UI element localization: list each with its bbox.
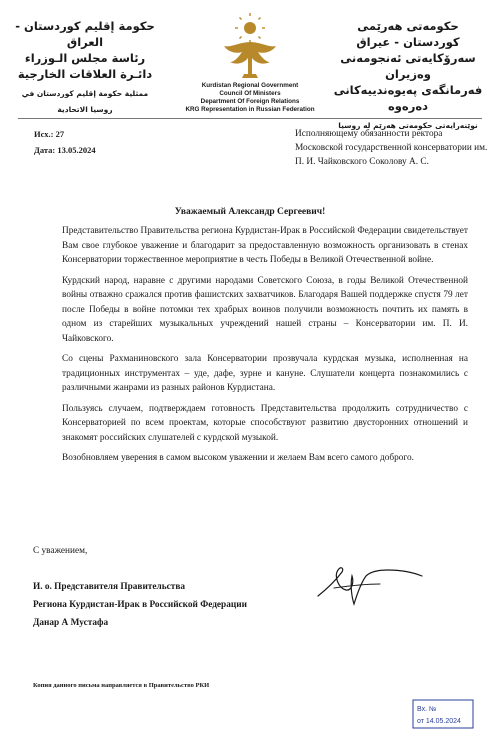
- registration-stamp: [412, 699, 474, 729]
- english-line-1: Kurdistan Regional Government: [201, 82, 299, 89]
- arabic-line-4: ممثلية حكومة إقليم كوردستان في روسيا الاتحادية: [21, 89, 149, 114]
- stamp-line-1: Вх. №: [417, 706, 437, 713]
- kurdish-line-3: فەرمانگەی پەیوەندییەکانی دەرەوە: [333, 83, 483, 113]
- copy-note: Копия данного письма направляется в Правительство РКИ: [33, 682, 210, 689]
- paragraph: Пользуясь случаем, подтверждаем готовность Представительства продолжить сотрудничество с Консерваторией по всем проектам, которые способствуют развитию двусторонних отношений и знакомят российских слушателей с курдской музыкой.: [62, 403, 468, 443]
- paragraph: Со сцены Рахманиновского зала Консерватории прозвучала курдская музыка, исполненная на традиционных инструментах – уде, дафе, зурне и кануне. Слушатели концерта познакомились с различными жанрами из разных районов Курдистана.: [62, 354, 468, 393]
- krg-emblem-icon: [200, 12, 300, 82]
- signatory-title-1: И. о. Представителя Правительства: [33, 582, 185, 592]
- english-line-2: Council Of Ministers: [219, 90, 281, 97]
- signatory-name: Данар А Мустафа: [33, 618, 109, 628]
- arabic-line-1: حكومة إقليم كوردستان - العراق: [15, 19, 155, 49]
- letter-meta: [34, 126, 96, 158]
- handwritten-signature: [308, 558, 428, 608]
- salutation: Уважаемый Александр Сергеевич!: [174, 207, 326, 217]
- signatory-block: [33, 578, 247, 632]
- kurdish-line-2: سەرۆکایەتی ئەنجومەنی وەزیران: [340, 51, 476, 81]
- letter-body: [62, 224, 468, 472]
- header-divider: [18, 118, 482, 119]
- header-english: [165, 82, 335, 114]
- arabic-line-2: رئاسة مجلس الـوزراء: [24, 51, 146, 65]
- header-arabic: [10, 18, 160, 118]
- outgoing-number: Исх.: 27: [34, 129, 65, 139]
- closing: С уважением,: [33, 546, 88, 556]
- english-line-4: KRG Representation in Russian Federation: [185, 106, 315, 113]
- paragraph: Курдский народ, наравне с другими народами Советского Союза, в годы Великой Отечественной войны отважно сражался против фашистских захватчиков. Благодаря Вашей поддержке спустя 79 лет после Победы в войне потомки тех храбрых воинов получили возможность почтить их память в одном из старейших музыкальных учреждений нашей страны – Консерватории им. П. И. Чайковского.: [62, 275, 468, 344]
- stamp-line-2: от 14.05.2024: [417, 718, 461, 725]
- letter-date: Дата: 13.05.2024: [34, 145, 96, 155]
- addressee: Исполняющему обязанности ректора Московской государственной консерватории им. П. И. Чайковского Соколову А. С.: [295, 129, 488, 167]
- paragraph: Возобновляем уверения в самом высоком уважении и желаем Вам всего самого доброго.: [62, 453, 414, 463]
- kurdish-line-1: حکومەتی هەرێمی کوردستان - عیراق: [356, 19, 460, 49]
- signatory-title-2: Региона Курдистан-Ирак в Российской Федерации: [33, 600, 247, 610]
- arabic-line-3: دائـرة العلاقات الخارجية: [17, 67, 153, 81]
- kurdish-line-4: نوێنەرایەتی حکومەتی هەرێم لە روسیا: [338, 121, 478, 130]
- header-kurdish: [328, 18, 488, 134]
- english-line-3: Department Of Foreign Relations: [200, 98, 300, 105]
- paragraph: Представительство Правительства региона Курдистан-Ирак в Российской Федерации свидетельствует Вам свое глубокое уважение и благодарит за предоставленную возможность организовать в стенах Консерватории торжественное мероприятие в честь Победы в Великой Отечественной войне.: [62, 226, 468, 265]
